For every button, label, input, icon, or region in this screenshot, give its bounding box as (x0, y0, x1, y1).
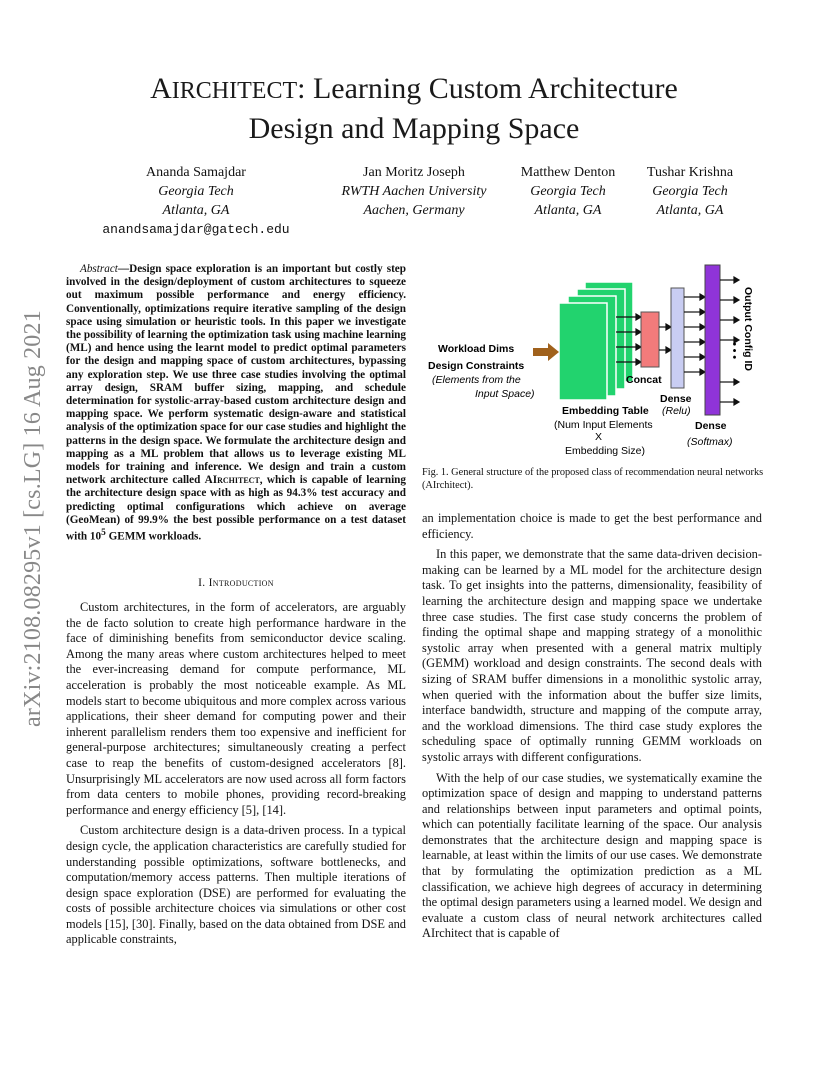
label-dots: • • • (729, 342, 741, 359)
label-embedding: Embedding Table (562, 405, 649, 417)
label-input-space: Input Space) (475, 388, 535, 400)
embedding-block (559, 303, 607, 400)
abstract: Abstract—Design space exploration is an important but costly step involved in the design/deployment of custom architectures to squeeze out maximum possible performance and energy efficiency. Conventionally, optimizations require iterative sampling of the design space using simulation or heuristic tools. In this paper we investigate the possibility of learning the optimization task using machine learning (ML) and hence using the learnt model to predict optimal parameters for the design and mapping space of custom architectures, bypassing any exploration step. We use three case studies involving the optimal array design, SRAM buffer sizing, mapping, and schedule determination for systolic-array-based custom architecture design and mapping space. We perform systematic design-aware and statistical analysis of the optimization space for our case studies and highlight the patterns in the design space. We formulate the architecture design and mapping as a ML problem that allows us to leverage existing ML models for training and inference. We design and train a custom network architecture called AIrchitect, which is capable of learning the architecture design space with as high as 94.3% test accuracy and predicting optimal configurations which achieve on average (GeoMean) of 99.9% the best possible performance on a test dataset with $10^5$ GEMM workloads. (66, 263, 406, 543)
dense-softmax-block (705, 265, 720, 415)
abstract-label: Abstract (80, 263, 118, 275)
section-heading: I. Introduction (198, 577, 274, 589)
label-emb-size: Embedding Size) (565, 445, 645, 457)
paragraph: With the help of our case studies, we systematically examine the optimization space of design and mapping to understand patterns and relationships between input parameters and optimal points, which can potentially facilitate learning of the space. Our analysis demonstrates that the architecture design and mapping space is learnable, at least within the limits of our use cases. We demonstrate that by formulating the optimization prediction as a ML classification, we achieve high degrees of accuracy in determining the optimal design parameters using a learned model. We design and evaluate a custom class of neural network architectures called AIrchitect that is capable of (422, 770, 762, 941)
input-arrow (533, 343, 559, 361)
arxiv-stamp: arXiv:2108.08295v1 [cs.LG] 16 Aug 2021 (20, 310, 46, 727)
paragraph: In this paper, we demonstrate that the same data-driven decision-making can be learned by a ML model for the architecture design task. To get insights into the patterns, dimensionality, feasibility of learning the architecture design and mapping space we undertake three case studies. The first case study concerns the problem of finding the optimal shape and mapping strategy of a monolithic systolic array when presented with a general matrix multiply (GEMM) workload and design constraints. The second deals with sizing of SRAM buffer dimensions in a monolithic systolic array, when queried with the information about the buffer size limits, interface bandwidth, structure and mapping of the compute array, and the workload dimensions. The third case study explores the scheduling space of optimally running GEMM workloads on systolic arrays with different configurations. (422, 547, 762, 764)
label-dense-softmax: Dense (695, 420, 727, 432)
label-concat: Concat (626, 374, 662, 386)
label-num-input: (Num Input Elements (554, 419, 653, 431)
label-relu: (Relu) (662, 405, 691, 417)
author-email[interactable]: anandsamajdar@gatech.edu (102, 222, 290, 237)
figure-caption: Fig. 1. General structure of the proposed class of recommendation neural networks (AIrchitect). (422, 467, 764, 491)
author-4: Tushar Krishna Georgia Tech Atlanta, GA (646, 165, 734, 218)
dense-relu-block (671, 288, 684, 388)
paragraph: an implementation choice is made to get the best performance and efficiency. (422, 511, 762, 541)
label-constraints: Design Constraints (428, 360, 525, 372)
author-1: Ananda Samajdar Georgia Tech Atlanta, GA anandsamajdar@gatech.edu (86, 163, 306, 239)
paper-title: AIRCHITECT: Learning Custom Architecture Design and Mapping Space (150, 72, 678, 145)
author-2: Jan Moritz Joseph RWTH Aachen University Aachen, Germany (341, 165, 487, 218)
architecture-diagram (420, 262, 765, 462)
label-softmax: (Softmax) (687, 436, 733, 448)
label-x: X (595, 431, 603, 443)
paragraph: Custom architectures, in the form of accelerators, are arguably the de facto solution to create high performance hardware in the face of diminishing benefits from semiconductor device scaling. Among the many areas where custom architectures helped to meet the ever-increasing demand for compute performance, ML acceleration is probably the most noticeable example. As ML models start to become ubiquitous and more complex across various applications, their sheer demand for computing power and their inherent parallelism renders them too expensive and inefficient for general-purpose architectures; simultaneously creating a perfect case to reap the benefits of custom-designed accelerators [8]. Unsurprisingly ML accelerators are now used across all form factors from data centers to mobile phones, providing record-breaking performance and energy efficiency [5], [14]. (66, 600, 406, 817)
figure-1 (420, 262, 765, 462)
intro-right-column (422, 511, 762, 947)
intro-left-column (66, 600, 406, 953)
concat-block (641, 312, 659, 367)
paragraph: Custom architecture design is a data-driven process. In a typical design cycle, the application characteristics are carefully studied for understanding possible optimizations, software bottlenecks, and computation/memory access patterns. Then multiple iterations of design space exploration (DSE) are performed for evaluating the costs of possible architecture choices via simulations or other cost models [15], [30]. Finally, based on the data obtained from DSE and applicable constraints, (66, 823, 406, 947)
label-workload: Workload Dims (438, 343, 515, 355)
label-elements: (Elements from the (432, 374, 521, 386)
label-output: Output Config ID (742, 287, 754, 371)
author-3: Matthew Denton Georgia Tech Atlanta, GA (520, 165, 616, 218)
label-dense-relu: Dense (660, 393, 692, 405)
